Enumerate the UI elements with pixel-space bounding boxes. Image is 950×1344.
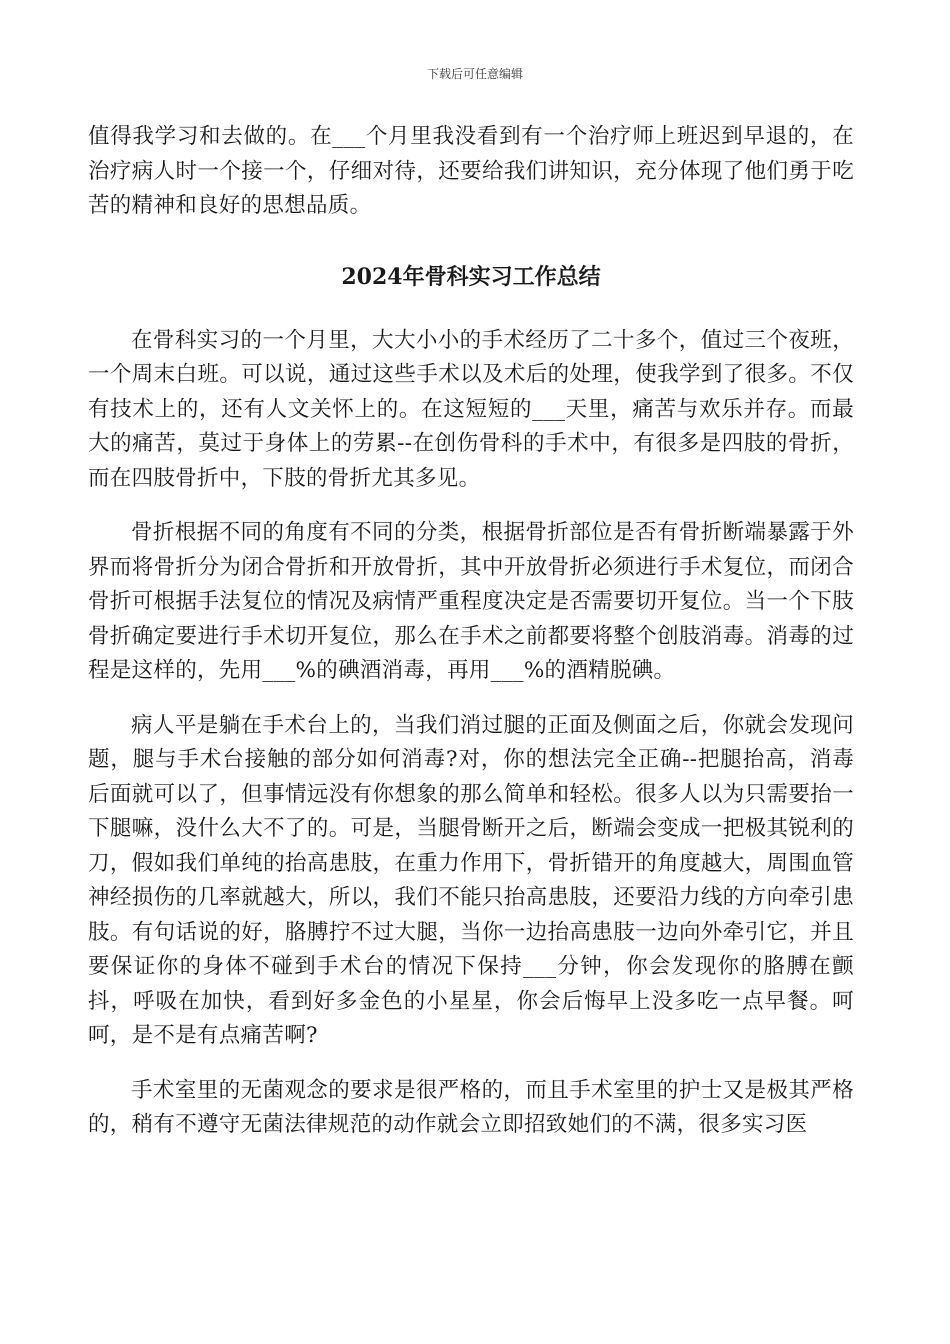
page-header-note: 下载后可任意编辑 [426,67,523,81]
document-title: 2024年骨科实习工作总结 [341,263,601,290]
paragraph-spacer [88,689,854,709]
paragraph-3: 病人平是躺在手术台上的，当我们消过腿的正面及侧面之后，你就会发现问题，腿与手术台接触的部分如何消毒?对，你的想法完全正确--把腿抬高，消毒后面就可以了，但事情远没有你想象的那么简单和轻松。很多人以为只需要抬一下腿嘛，没什么大不了的。可是，当腿骨断开之后，断端会变成一把极其锐利的刀，假如我们单纯的抬高患肢，在重力作用下，骨折错开的角度越大，周围血管神经损伤的几率就越大，所以，我们不能只抬高患肢，还要沿力线的方向牵引患肢。有句话说的好，胳膊拧不过大腿，当你一边抬高患肢一边向外牵引它，并且要保证你的身体不碰到手术台的情况下保持___分钟，你会发现你的胳膊在颤抖，呼吸在加快，看到好多金色的小星星，你会后悔早上没多吃一点早餐。呵呵，是不是有点痛苦啊? [88,712,854,1048]
intro-paragraph: 值得我学习和去做的。在___个月里我没看到有一个治疗师上班迟到早退的，在治疗病人时一个接一个，仔细对待，还要给我们讲知识，充分体现了他们勇于吃苦的精神和良好的思想品质。 [88,124,854,218]
document-body [88,120,854,1143]
paragraph-spacer [88,1054,854,1074]
paragraph-2: 骨折根据不同的角度有不同的分类，根据骨折部位是否有骨折断端暴露于外界而将骨折分为闭合骨折和开放骨折，其中开放骨折必须进行手术复位，而闭合骨折可根据手法复位的情况及病情严重程度决定是否需要切开复位。当一个下肢骨折确定要进行手术切开复位，那么在手术之前都要将整个创肢消毒。消毒的过程是这样的，先用___%的碘酒消毒，再用___%的酒精脱碘。 [88,520,854,683]
paragraph-1: 在骨科实习的一个月里，大大小小的手术经历了二十多个，值过三个夜班，一个周末白班。可以说，通过这些手术以及术后的处理，使我学到了很多。不仅有技术上的，还有人文关怀上的。在这短短的___天里，痛苦与欢乐并存。而最大的痛苦，莫过于身体上的劳累--在创伤骨科的手术中，有很多是四肢的骨折，而在四肢骨折中，下肢的骨折尤其多见。 [88,327,854,491]
paragraph-4: 手术室里的无菌观念的要求是很严格的，而且手术室里的护士又是极其严格的，稍有不遵守无菌法律规范的动作就会立即招致她们的不满，很多实习医 [88,1077,854,1137]
paragraph-spacer [88,496,854,516]
